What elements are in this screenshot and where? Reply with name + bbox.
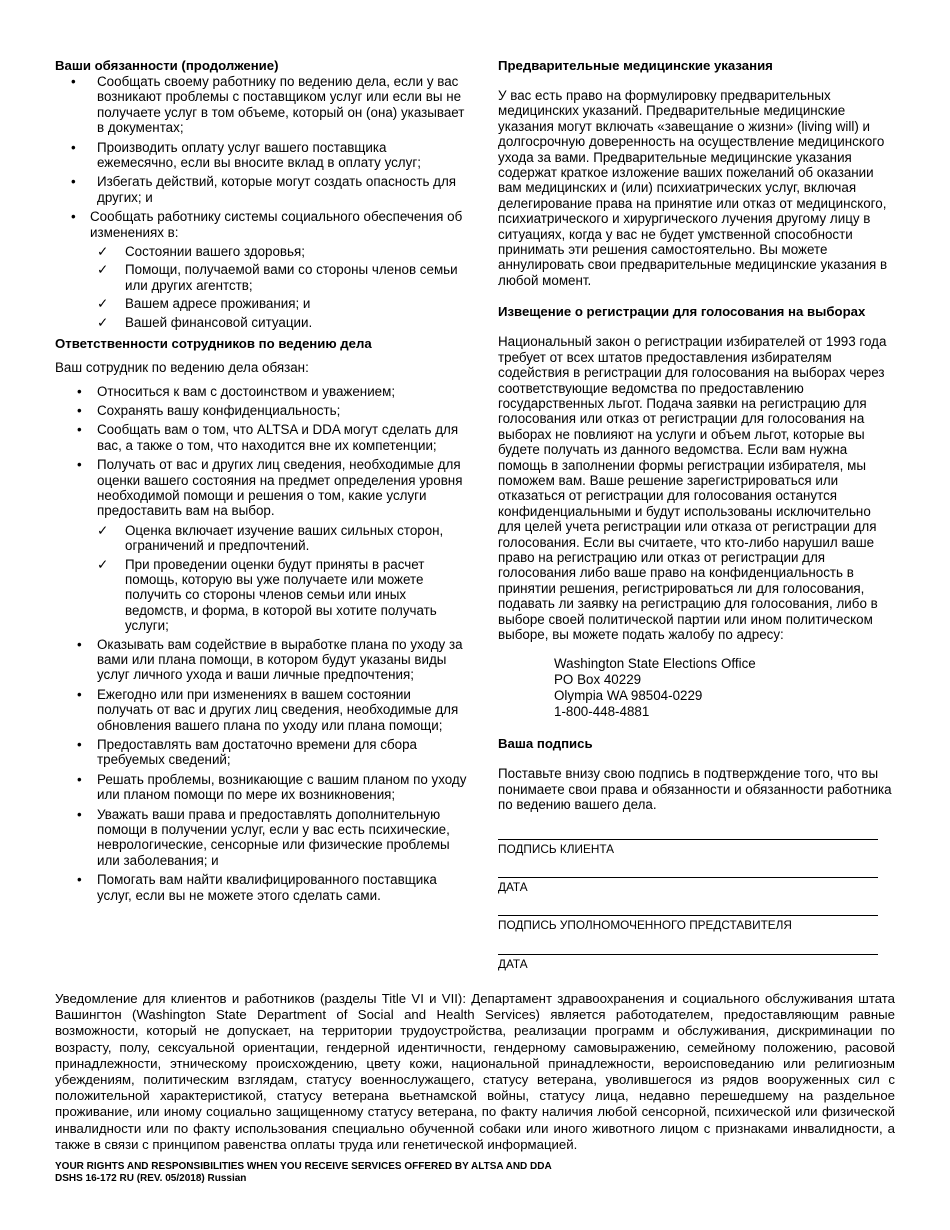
signature-line[interactable] <box>498 915 878 916</box>
list-item <box>55 557 470 634</box>
signature-label: ДАТА <box>498 956 528 971</box>
form-number: DSHS 16-172 RU (REV. 05/2018) Russian <box>55 1173 247 1184</box>
section-heading-case-worker: Ответственности сотрудников по ведению дела <box>55 336 372 352</box>
list-item: • Избегать действий, которые могут создать опасность для других; и <box>55 174 470 205</box>
list-item: • Относиться к вам с достоинством и уважением; <box>55 384 470 399</box>
signature-label: ДАТА <box>498 880 528 895</box>
checkmark-icon: ✓ <box>97 296 109 312</box>
list-item-text: Оценка включает изучение ваших сильных сторон, ограничений и предпочтений. <box>125 522 444 554</box>
list-item: • Предоставлять вам достаточно времени для сбора требуемых сведений; <box>55 737 470 768</box>
checkmark-icon: ✓ <box>97 244 109 260</box>
signature-instructions: Поставьте внизу свою подпись в подтверждение того, что вы понимаете свои права и обязанности и обязанности работника по ведению вашего дела. <box>498 766 892 813</box>
checkmark-icon: ✓ <box>97 314 109 330</box>
section-heading-signature: Ваша подпись <box>498 736 593 752</box>
advance-directives-text: У вас есть право на формулировку предварительных медицинских указаний. Предварительные медицинские указания могут включать «завещание о жизни» (living will) и долгосрочную доверенность на осуществление медицинского ухода за вами. Предварительные медицинские указания содержат краткое изложение ваших пожеланий об оказании вам медицинских и (или) психиатрических услуг, включая делегирование права на принятие или отказ от медицинского, психиатрического и хирургического лучения другому лицу в ситуациях, когда у вас не будет умственной способности принимать эти решения самостоятельно. Вы можете аннулировать свои предварительные медицинские указания в любой момент. <box>498 88 888 288</box>
checkmark-icon: ✓ <box>97 262 109 278</box>
representative-signature-field[interactable] <box>498 915 896 933</box>
signature-line[interactable] <box>498 877 878 878</box>
mailing-address <box>498 656 896 720</box>
address-line: PO Box 40229 <box>554 672 642 688</box>
list-item: • Сообщать своему работнику по ведению дела, если у вас возникают проблемы с поставщиком услуг или если вы не получаете услуг в том объеме, который он (она) указывает в документах; <box>55 74 470 136</box>
list-item: • Ежегодно или при изменениях в вашем состоянии получать от вас и других лиц сведения, необходимые для обновления вашего плана по уходу или плана помощи; <box>55 687 470 733</box>
list-item: • Сохранять вашу конфиденциальность; <box>55 403 470 418</box>
list-item-text: Состоянии вашего здоровья; <box>125 244 305 260</box>
list-item <box>55 523 470 554</box>
client-signature-field[interactable] <box>498 839 896 857</box>
address-line: 1-800-448-4881 <box>554 704 650 720</box>
list-item: • Уважать ваши права и предоставлять дополнительную помощи в получении услуг, если у вас есть психические, неврологические, сенсорные или физические проблемы или заболевания; и <box>55 807 470 869</box>
signature-line[interactable] <box>498 839 878 840</box>
case-worker-resp-list-continued <box>55 637 470 904</box>
list-item: • Сообщать работнику системы социального обеспечения об изменениях в: <box>55 209 470 240</box>
list-item: • Сообщать вам о том, что ALTSA и DDA могут сделать для вас, а также о том, что находится вне их компетенции; <box>55 422 470 453</box>
duties-list <box>55 74 470 240</box>
signature-label: ПОДПИСЬ УПОЛНОМОЧЕННОГО ПРЕДСТАВИТЕЛЯ <box>498 918 792 933</box>
section-heading-advance-directives: Предварительные медицинские указания <box>498 58 773 73</box>
list-item-text: Помощи, получаемой вами со стороны членов семьи или других агентств; <box>125 262 458 293</box>
list-item: • Оказывать вам содействие в выработке плана по уходу за вами или плана помощи, в котором будут указаны виды услуг личного ухода и ваши личные предпочтения; <box>55 637 470 683</box>
non-discrimination-notice: Уведомление для клиентов и работников (разделы Title VI и VII): Департамент здравоохранения и социального обслуживания штата Вашингтон (Washington State Department of Social and Health Services) является работодателем, предоставляющим равные возможности, который не допускает, на территории трудоустройства, реализации программ и обслуживания, дискриминации по возрасту, полу, сексуальной ориентации, гендерной идентичности, гендерному самовыражению, семейному положению, расовой принадлежности, этническому происхождению, цвету кожи, национальной принадлежности, вероисповеданию или религиозным убеждениям, политическим взглядам, статусу военнослужащего, статусу ветерана, уволившегося из рядов вооруженных сил с положительной характеристикой, статусу ветерана вьетнамской войны, статусу лица, недавно перешедшему на раздельное проживание, или иному социально защищенному статусу ветерана, по факту наличия любой сенсорной, психической или физической инвалидности или по факту использования специально обученной собаки или иного животного лицом с признаками инвалидности, а также в связи с принципом равенства оплаты труда или генетической информацией. <box>55 991 895 1152</box>
case-worker-resp-list <box>55 384 470 519</box>
representative-date-field[interactable] <box>498 954 896 972</box>
section-heading-responsibilities-continued: Ваши обязанности (продолжение) <box>55 58 279 73</box>
form-footer <box>55 1161 552 1185</box>
list-item <box>55 315 470 330</box>
voter-registration-text: Национальный закон о регистрации избирателей от 1993 года требует от всех штатов предоставления избирателям содействия в регистрации для голосования на выборах через соответствующие ведомства по предоставлению государственных льгот. Подача заявки на регистрацию для голосования или отказ от регистрации для голосования на выборах не повлияют на услуги и объем льгот, которые вы будете получать из данного ведомства. Если вам нужна помощь в заполнении формы регистрации избирателя, мы поможем вам. Ваше решение зарегистрироваться или отказаться от регистрации для голосования останутся конфиденциальными и будут использованы исключительно для целей учета регистрации или отказа от регистрации для голосования. Если вы считаете, что кто-либо нарушил ваше право на регистрацию или отказ от регистрации для голосования либо ваше право на конфиденциальность в принятии решения, регистрироваться ли для голосования, подавать ли заявку на регистрацию для голосования, либо в выборе своей политической партии или ином политическом выборе, вы можете подать жалобу по адресу: <box>498 334 887 642</box>
form-title: YOUR RIGHTS AND RESPONSIBILITIES WHEN YOU RECEIVE SERVICES OFFERED BY ALTSA AND DDA <box>55 1161 552 1172</box>
assessment-list <box>55 523 470 634</box>
list-item-text: Вашей финансовой ситуации. <box>125 314 313 330</box>
section-heading-voter-registration: Извещение о регистрации для голосования на выборах <box>498 304 866 320</box>
address-line: Washington State Elections Office <box>554 656 756 672</box>
intro-text: Ваш сотрудник по ведению дела обязан: <box>55 360 309 376</box>
list-item-text: При проведении оценки будут приняты в расчет помощь, которую вы уже получаете или можете получить со стороны членов семьи или иных ведомств, и форма, в которой вы хотите получать услуги; <box>125 556 437 634</box>
right-column <box>498 58 896 972</box>
list-item: • Решать проблемы, возникающие с вашим планом по уходу или планом помощи по мере их возникновения; <box>55 772 470 803</box>
signature-line[interactable] <box>498 954 878 955</box>
list-item-text: Вашем адресе проживания; и <box>125 296 311 312</box>
list-item <box>55 262 470 293</box>
checkmark-icon: ✓ <box>97 556 109 572</box>
address-line: Olympia WA 98504-0229 <box>554 688 703 704</box>
list-item <box>55 296 470 311</box>
list-item: • Производить оплату услуг вашего поставщика ежемесячно, если вы вносите вклад в оплату услуг; <box>55 140 470 171</box>
left-column <box>55 58 470 907</box>
signature-label: ПОДПИСЬ КЛИЕНТА <box>498 841 615 856</box>
changes-list <box>55 244 470 330</box>
list-item: • Помогать вам найти квалифицированного поставщика услуг, если вы не можете этого сделать сами. <box>55 872 470 903</box>
list-item <box>55 244 470 259</box>
checkmark-icon: ✓ <box>97 522 109 538</box>
client-date-field[interactable] <box>498 877 896 895</box>
list-item: • Получать от вас и других лиц сведения, необходимые для оценки вашего состояния на предмет определения уровня необходимой помощи и решения о том, какие услуги предоставить вам на выбор. <box>55 457 470 519</box>
